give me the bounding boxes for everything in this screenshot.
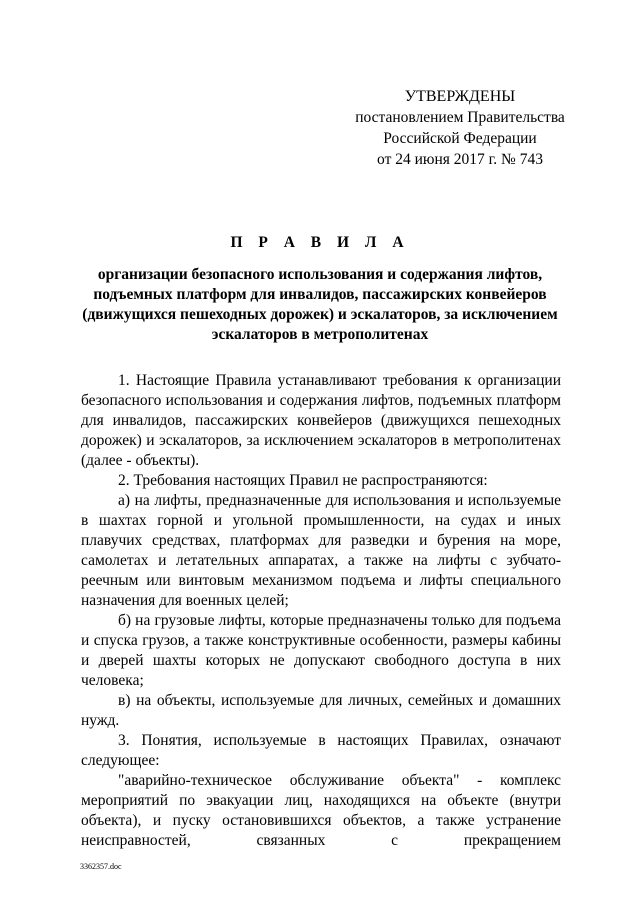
approval-stamp: [340, 86, 580, 170]
approval-line-1: постановлением Правительства: [355, 109, 565, 126]
document-heading: [70, 234, 570, 345]
document-body: [81, 371, 561, 851]
approval-title: УТВЕРЖДЕНЫ: [404, 88, 516, 105]
paragraph-2a: а) на лифты, предназначенные для использования и используемые в шахтах горной и угольной промышленности, на судах и иных плавучих средствах, платформах для разведки и бурения на море, самолетах и летательных аппаратах, а также на лифты с зубчато-реечным или винтовым механизмом подъема и лифты специального назначения для военных целей;: [81, 492, 561, 609]
footer-file-name: 3362357.doc: [80, 862, 122, 871]
paragraph-2c: в) на объекты, используемые для личных, семейных и домашних нужд.: [81, 692, 561, 729]
approval-line-3: от 24 июня 2017 г. № 743: [377, 151, 543, 168]
paragraph-2: 2. Требования настоящих Правил не распространяются:: [118, 472, 488, 489]
paragraph-1: 1. Настоящие Правила устанавливают требования к организации безопасного использования и содержания лифтов, подъемных платформ для инвалидов, пассажирских конвейеров (движущихся пешеходных дорожек) и эскалаторов, за исключением эскалаторов в метрополитенах (далее - объекты).: [81, 372, 561, 469]
paragraph-3: 3. Понятия, используемые в настоящих Правилах, означают следующее:: [81, 732, 561, 769]
paragraph-2b: б) на грузовые лифты, которые предназначены только для подъема и спуска грузов, а также конструктивные особенности, размеры кабины и дверей шахты которых не допускают свободного доступа в них человека;: [81, 612, 561, 689]
document-subtitle: организации безопасного использования и содержания лифтов, подъемных платформ для инвалидов, пассажирских конвейеров (движущихся пешеходных дорожек) и эскалаторов, за исключением эскалаторов в метрополитенах: [82, 266, 558, 343]
document-title: П Р А В И Л А: [230, 234, 410, 251]
paragraph-3-definition: "аварийно-техническое обслуживание объекта" - комплекс мероприятий по эвакуации лиц, находящихся на объекте (внутри объекта), и пуску остановившихся объектов, а также устранение неисправностей, связанных с прекращением: [81, 772, 561, 849]
approval-line-2: Российской Федерации: [383, 130, 537, 147]
